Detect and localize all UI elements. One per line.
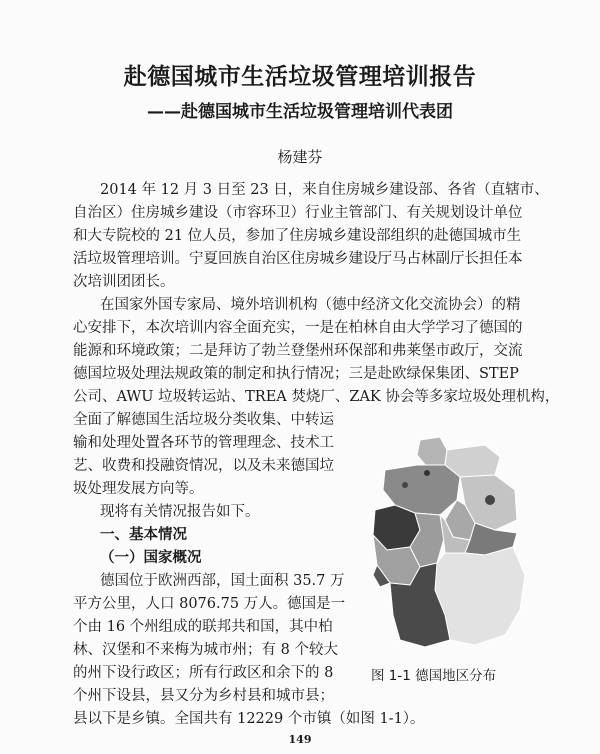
paragraph-line: 全面了解德国生活垃圾分类收集、中转运: [73, 412, 334, 428]
paragraph-line: 公司、AWU 垃圾转运站、TREA 焚烧厂、ZAK 协会等多家垃圾处理机构，: [73, 389, 560, 405]
report-title: 赴德国城市生活垃圾管理培训报告: [123, 64, 477, 90]
paragraph-line: 自治区）住房城乡建设（市容环卫）行业主管部门、有关规划设计单位: [73, 205, 523, 221]
report-subtitle: ——赴德国城市生活垃圾管理培训代表团: [147, 102, 453, 122]
page-number: 149: [288, 733, 312, 746]
subsection-heading: （一）国家概况: [100, 550, 202, 566]
paragraph-line: 在国家外国专家局、境外培训机构（德中经济文化交流协会）的精: [100, 297, 521, 313]
paragraph-line: 能源和环境政策；二是拜访了勃兰登堡州环保部和弗莱堡市政厅，交流: [73, 343, 523, 359]
paragraph-line: 艺、收费和投融资情况，以及未来德国垃: [73, 458, 334, 474]
paragraph-line: 输和处理处置各环节的管理理念、技术工: [73, 435, 334, 451]
paragraph-line: 林、汉堡和不来梅为城市州；有 8 个较大: [73, 642, 338, 658]
section-heading: 一、基本情况: [100, 527, 187, 543]
paragraph-line: 圾处理发展方向等。: [73, 481, 204, 497]
paragraph-line: 县以下是乡镇。全国共有 12229 个市镇（如图 1-1）。: [73, 711, 425, 727]
paragraph-line: 次培训团团长。: [73, 274, 175, 290]
paragraph-line: 德国位于欧洲西部，国土面积 35.7 万: [100, 573, 345, 589]
paragraph-line: 现将有关情况报告如下。: [100, 504, 260, 520]
author-name: 杨建芬: [277, 148, 323, 166]
paragraph-line: 德国垃圾处理法规政策的制定和执行情况；三是赴欧绿保集团、STEP: [73, 366, 519, 382]
germany-map-figure: [365, 435, 540, 660]
paragraph-line: 和大专院校的 21 位人员，参加了住房城乡建设部组织的赴德国城市生: [73, 228, 522, 244]
paragraph-line: 平方公里，人口 8076.75 万人。德国是一: [73, 596, 346, 612]
paragraph-line: 的州下设行政区；所有行政区和余下的 8: [73, 665, 334, 681]
paragraph-line: 活垃圾管理培训。宁夏回族自治区住房城乡建设厅马占林副厅长担任本: [73, 251, 523, 267]
figure-caption: 图 1-1 德国地区分布: [371, 668, 497, 684]
paragraph-line: 2014 年 12 月 3 日至 23 日，来自住房城乡建设部、各省（直辖市、: [100, 182, 549, 198]
paragraph-line: 心安排下，本次培训内容全面充实，一是在柏林自由大学学习了德国的: [73, 320, 523, 336]
paragraph-line: 个由 16 个州组成的联邦共和国，其中柏: [73, 619, 333, 635]
paragraph-line: 个州下设县，县又分为乡村县和城市县；: [73, 688, 334, 704]
